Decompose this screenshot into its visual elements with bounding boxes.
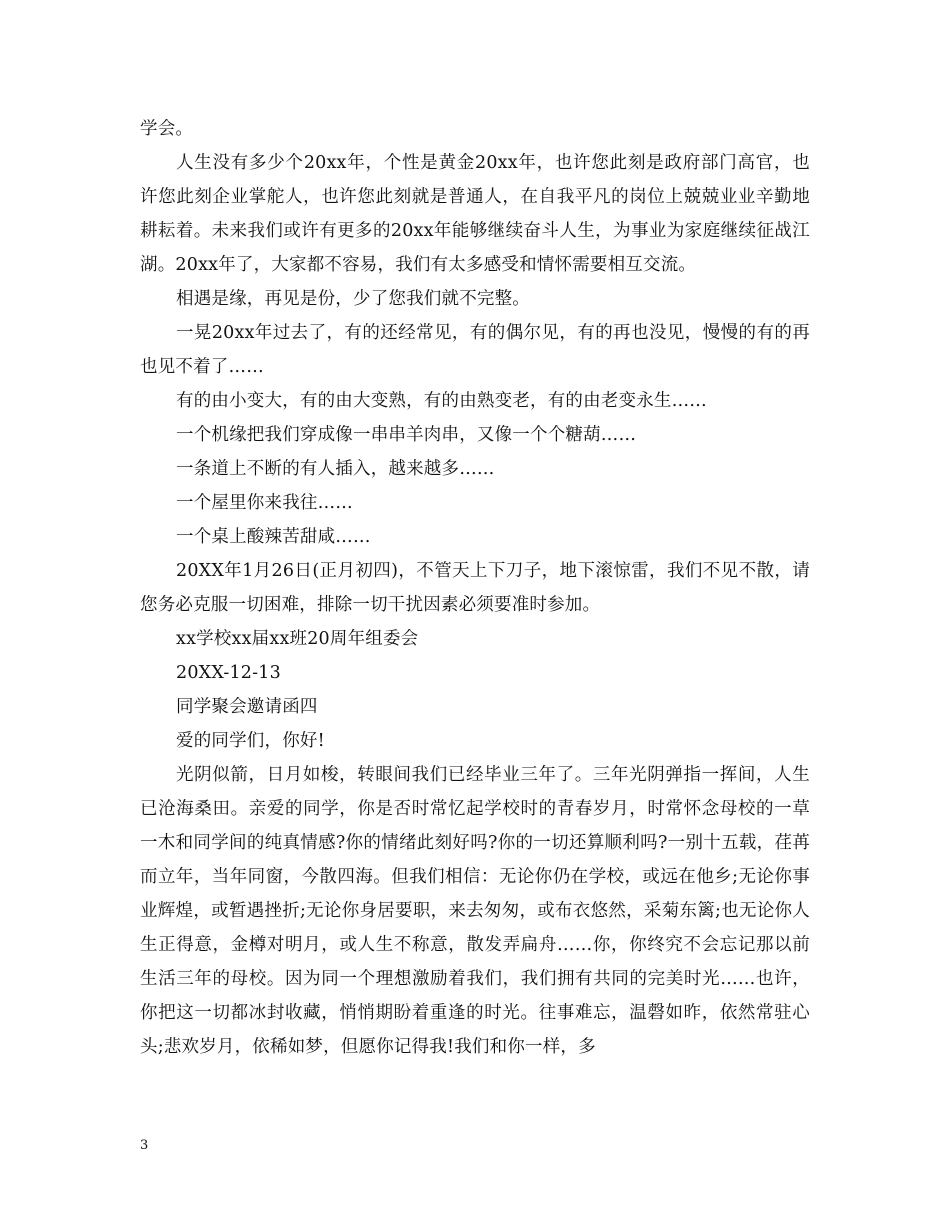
paragraph: xx学校xx届xx班20周年组委会: [176, 629, 419, 649]
paragraph: 光阴似箭，日月如梭，转眼间我们已经毕业三年了。三年光阴弹指一挥间，人生已沧海桑田。亲爱的同学，你是否时常忆起学校时的青春岁月，时常怀念母校的一草一木和同学间的纯真情感?你的情绪此刻好吗?你的一切还算顺利吗?一别十五载，荏苒而立年，当年同窗，今散四海。但我们相信：无论你仍在学校，或远在他乡;无论你事业辉煌，或暂遇挫折;无论你身居要职，来去匆匆，或布衣悠然，采菊东篱;也无论你人生正得意，金樽对明月，或人生不称意，散发弄扁舟……你，你终究不会忘记那以前生活三年的母校。因为同一个理想激励着我们，我们拥有共同的完美时光……也许，你把这一切都冰封收藏，悄悄期盼着重逢的时光。往事难忘，温磬如昨，依然常驻心头;悲欢岁月，依稀如梦，但愿你记得我!我们和你一样，多: [140, 765, 810, 1057]
body-text: [140, 112, 810, 1064]
paragraph: 有的由小变大，有的由大变熟，有的由熟变老，有的由老变永生……: [176, 391, 707, 411]
paragraph: 一晃20xx年过去了，有的还经常见，有的偶尔见，有的再也没见，慢慢的有的再也见不着了……: [140, 323, 810, 377]
paragraph: 20XX-12-13: [176, 663, 281, 683]
paragraph: 20XX年1月26日(正月初四)，不管天上下刀子，地下滚惊雷，我们不见不散，请您务必克服一切困难，排除一切干扰因素必须要准时参加。: [140, 561, 810, 615]
paragraph: 一个屋里你来我往……: [176, 493, 353, 513]
paragraph: 同学聚会邀请函四: [176, 697, 318, 717]
paragraph: 人生没有多少个20xx年，个性是黄金20xx年，也许您此刻是政府部门高官，也许您此刻企业掌舵人，也许您此刻就是普通人，在自我平凡的岗位上兢兢业业辛勤地耕耘着。未来我们或许有更多的20xx年能够继续奋斗人生，为事业为家庭继续征战江湖。20xx年了，大家都不容易，我们有太多感受和情怀需要相互交流。: [140, 153, 810, 275]
page-number: 3: [140, 1138, 149, 1153]
paragraph: 学会。: [140, 119, 194, 139]
paragraph: 爱的同学们，你好!: [176, 731, 325, 751]
paragraph: 相遇是缘，再见是份，少了您我们就不完整。: [176, 289, 530, 309]
paragraph: 一个机缘把我们穿成像一串串羊肉串，又像一个个糖葫……: [176, 425, 637, 445]
paragraph: 一个桌上酸辣苦甜咸……: [176, 527, 371, 547]
paragraph: 一条道上不断的有人插入，越来越多……: [176, 459, 495, 479]
